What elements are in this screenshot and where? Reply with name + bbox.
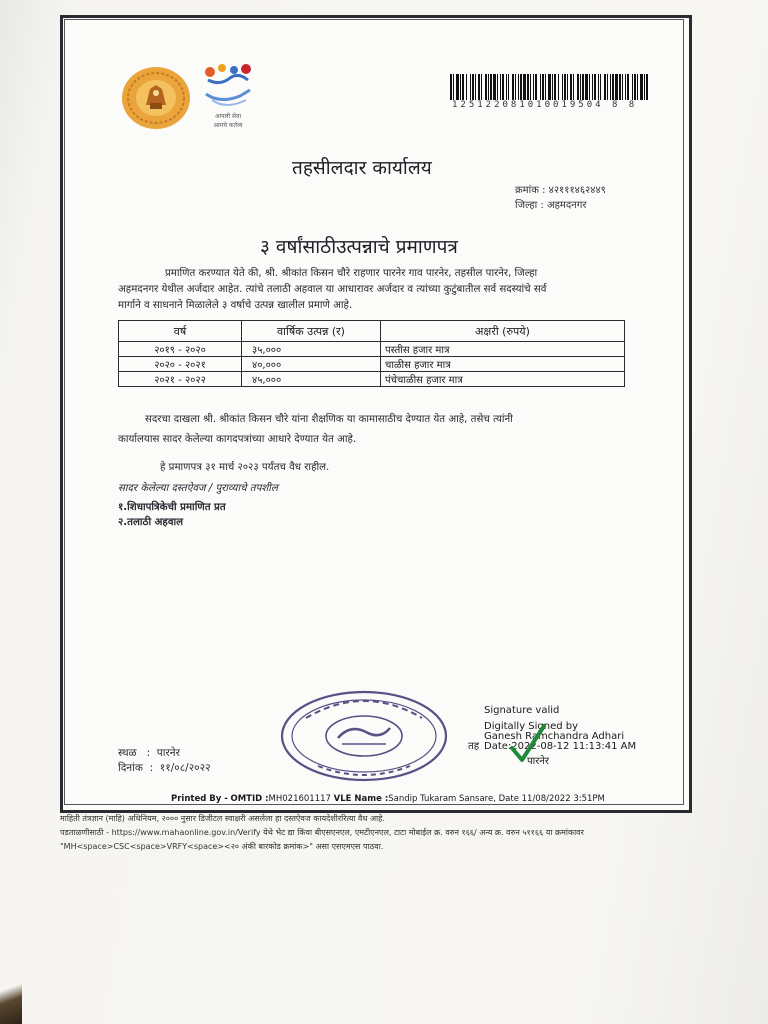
intro-paragraph-line: प्रमाणित करण्यात येते की, श्री. श्रीकांत किसन चौरे राहणार पारनेर गाव पारनेर, तहसील पारनेर, जिल्हा [165, 268, 538, 279]
signature-valid-label: Signature valid [484, 705, 560, 716]
omtid-value: MH021601117 [268, 794, 331, 804]
reference-number: क्रमांक : ४२१११४६२४४९ [515, 185, 606, 196]
table-row [119, 342, 625, 357]
barcode-number: 125122081010019504 8 8 [452, 100, 638, 110]
validity-statement: हे प्रमाणपत्र ३१ मार्च २०२३ पर्यंतच वैध राहील. [160, 462, 330, 473]
signature-place: पारनेर [527, 756, 549, 767]
signature-designation-prefix: तह [468, 741, 480, 752]
certificate-title: ३ वर्षांसाठीउत्पन्नाचे प्रमाणपत्र [260, 236, 458, 258]
place-field: स्थळ : पारनेर [118, 747, 180, 759]
table-header-row [119, 321, 625, 342]
footer-line: माहिती तंत्रज्ञान (माहि) अधिनियम, २००० नुसार डिजीटल स्वाक्षरी असलेला हा दस्तऐवज कायदेशीररित्या वैध आहे. [60, 814, 385, 823]
cell-in-words: पंचेचाळीस हजार मात्र [381, 372, 625, 387]
intro-paragraph-line: मार्गाने व साधनाने मिळालेले ३ वर्षाचे उत्पन्न खालील प्रमाणे आहे. [118, 300, 353, 311]
logo-text-line2: आमचे कर्तव्य [213, 122, 243, 129]
barcode-icon [450, 74, 648, 100]
footer-line: पडताळणीसाठी - https://www.mahaonline.gov.in/Verify येथे भेट द्या किंवा बीएसएनएल, एमटीएनएल, टाटा मोबाईल क्र. वरुन १६६/ अन्य क्र. वरुन ५११६६ या क्रमांकावर [60, 828, 584, 837]
column-header-year: वर्ष [119, 321, 242, 342]
government-seal-icon [120, 65, 192, 131]
table-row [119, 357, 625, 372]
income-table [118, 320, 625, 387]
aapli-seva-logo-icon [200, 60, 256, 132]
purpose-paragraph-line: सदरचा दाखला श्री. श्रीकांत किसन चौरे यांना शैक्षणिक या कामासाठीच देण्यात येत आहे, तसेच त्यांनी [145, 414, 513, 425]
signature-check-icon [508, 722, 548, 766]
cell-in-words: चाळीस हजार मात्र [381, 357, 625, 372]
table-row [119, 372, 625, 387]
column-header-income: वार्षिक उत्पन्न (र) [242, 321, 381, 342]
page-corner-shadow [0, 964, 22, 1024]
printed-date: Date 11/08/2022 3:51PM [498, 794, 605, 804]
column-header-in-words: अक्षरी (रुपये) [381, 321, 625, 342]
date-field: दिनांक : ११/०८/२०२२ [118, 762, 211, 774]
vle-label: VLE Name : [333, 794, 389, 804]
printed-by-line: Printed By - OMTID :MH021601117 VLE Name :Sandip Tukaram Sansare, Date 11/08/2022 3:51PM [171, 794, 605, 804]
omtid-label: OMTID : [230, 794, 269, 804]
cell-income: ४५,००० [242, 372, 381, 387]
cell-income: ४०,००० [242, 357, 381, 372]
office-title: तहसीलदार कार्यालय [292, 157, 432, 179]
cell-income: ३५,००० [242, 342, 381, 357]
cell-year: २०२१ - २०२२ [119, 372, 242, 387]
office-stamp-icon [278, 688, 450, 784]
cell-year: २०२० - २०२१ [119, 357, 242, 372]
cell-year: २०१९ - २०२० [119, 342, 242, 357]
district-label: जिल्हा : अहमदनगर [515, 200, 587, 211]
intro-paragraph-line: अहमदनगर येथील अर्जदार आहेत. त्यांचे तलाठी अहवाल या आधारावर अर्जदार व त्यांच्या कुटुंबातील सर्व सदस्यांचे सर्व [118, 284, 547, 295]
vle-value: Sandip Tukaram Sansare [388, 794, 494, 804]
printed-by-label: Printed By - [171, 794, 228, 804]
footer-line: "MH<space>CSC<space>VRFY<space><२० अंकी बारकोड क्रमांक>" असा एसएमएस पाठवा. [60, 842, 384, 851]
cell-in-words: पस्तीस हजार मात्र [381, 342, 625, 357]
digitally-signed-label: Digitally Signed by [484, 721, 579, 732]
logo-text-line1: आपली सेवा [214, 113, 242, 120]
signer-name: Ganesh Ramchandra Adhari [484, 731, 625, 742]
purpose-paragraph-line: कार्यालयास सादर केलेल्या कागदपत्रांच्या आधारे देण्यात येत आहे. [118, 434, 357, 445]
signature-date: Date:2022-08-12 11:13:41 AM [484, 741, 637, 752]
document-item: २.तलाठी अहवाल [118, 517, 184, 528]
documents-heading: सादर केलेल्या दस्तऐवज / पुराव्याचे तपशील [118, 483, 278, 494]
document-item: १.शिधापत्रिकेची प्रमाणित प्रत [118, 502, 226, 513]
